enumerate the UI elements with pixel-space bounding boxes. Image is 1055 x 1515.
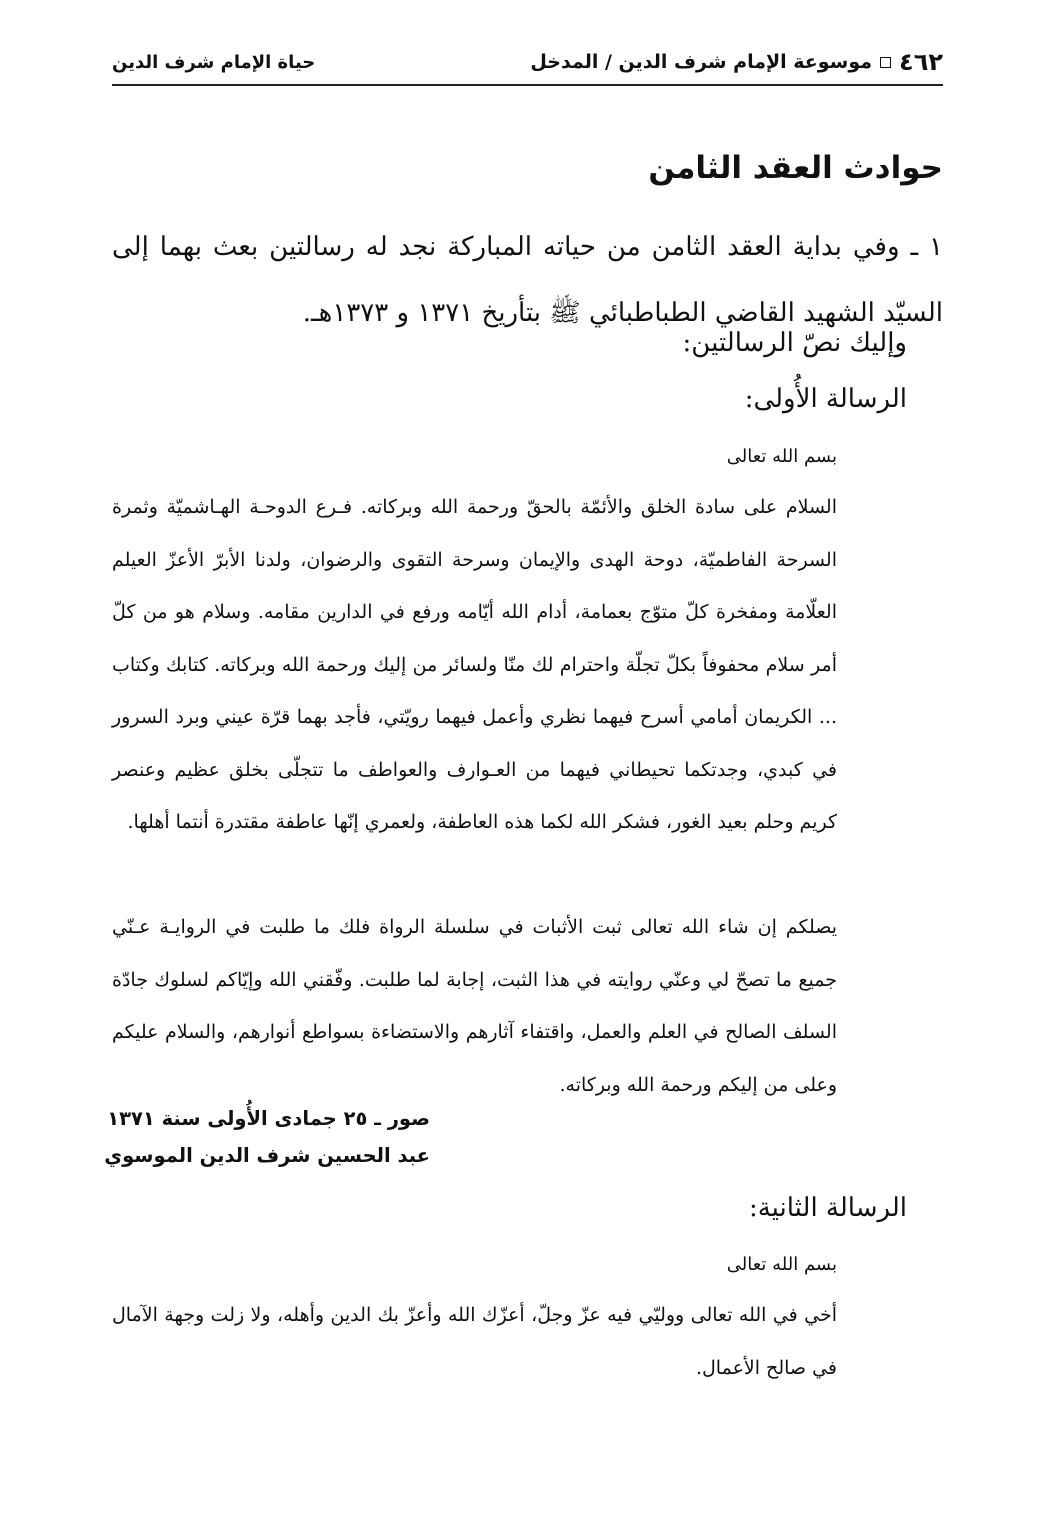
intro-paragraph: ١ ـ وفي بداية العقد الثامن من حياته المباركة نجد له رسالتين بعث بهما إلى السيّد الشهيد القاضي الطباطبائي ﷺ بتأريخ ١٣٧١ و ١٣٧٣هـ.: [112, 232, 943, 328]
letter-one-body-paragraph-1: السلام على سادة الخلق والأئمّة بالحقّ ورحمة الله وبركاته. فـرع الدوحـة الهـاشميّة وثمرة السرحة الفاطميّة، دوحة الهدى والإيمان وسرحة التقوى والرضوان، ولدنا الأبرّ الأعزّ العيلم العلّامة ومفخرة كلّ متوّج بعمامة، أدام الله أيّامه ورفع في الدارين مقامه. وسلام هو من كلّ أمر سلام محفوفاً بكلّ تجلّة واحترام لك منّا ولسائر من إليك ورحمة الله وبركاته. كتابك وكتاب ... الكريمان أمامي أسرح فيهما نظري وأعمل فيهما رويّتي، فأجد بهما قرّة عيني وبرد السرور في كبدي، وجدتكما تحيطاني فيهما من العـوارف والعواطف ما تتجلّى بخلق عظيم وعنصر كريم وحلم بعيد الغور، فشكر الله لكما هذه العاطفة، ولعمري إنّها عاطفة مقتدرة أنتما أهلها.: [112, 496, 838, 833]
square-ornament-icon: [880, 57, 891, 68]
letter-one-body-paragraph-2: يصلكم إن شاء الله تعالى ثبت الأثبات في سلسلة الرواة فلك ما طلبت في الروايـة عـنّي جميع ما تصحّ لي وعنّي روايته في هذا الثبت، إجابة لما طلبت. وفّقني الله وإيّاكم لسلوك جادّة السلف الصالح في العلم والعمل، واقتفاء آثارهم والاستضاءة بسواطع أنوارهم، والسلام عليكم وعلى من إليكم ورحمة الله وبركاته.: [112, 916, 837, 1096]
letter-one-basmala: بسم الله تعالى: [726, 446, 837, 467]
letter-one-heading: الرسالة الأُولى:: [744, 384, 907, 414]
intro-lead-line: وإليك نصّ الرسالتين:: [682, 328, 907, 358]
book-title: موسوعة الإمام شرف الدين / المدخل: [530, 51, 873, 73]
header-right-group: [530, 48, 943, 76]
letter-one-signature: عبد الحسين شرف الدين الموسوي: [104, 1144, 430, 1167]
letter-one-date-line: صور ـ ٢٥ جمادى الأُولى سنة ١٣٧١: [107, 1107, 430, 1130]
section-heading: حوادث العقد الثامن: [648, 150, 943, 186]
running-header: [112, 40, 943, 86]
letter-two-body: أخي في الله تعالى ووليّي فيه عزّ وجلّ، أعزّك الله وأعزّ بك الدين وأهله، ولا زلت وجهة الآمال في صالح الأعمال.: [112, 1304, 837, 1379]
letter-two-basmala: بسم الله تعالى: [726, 1254, 837, 1275]
letter-two-heading: الرسالة الثانية:: [748, 1193, 907, 1223]
chapter-title: حياة الإمام شرف الدين: [112, 51, 316, 73]
page-number: ٤٦٢: [899, 48, 943, 76]
